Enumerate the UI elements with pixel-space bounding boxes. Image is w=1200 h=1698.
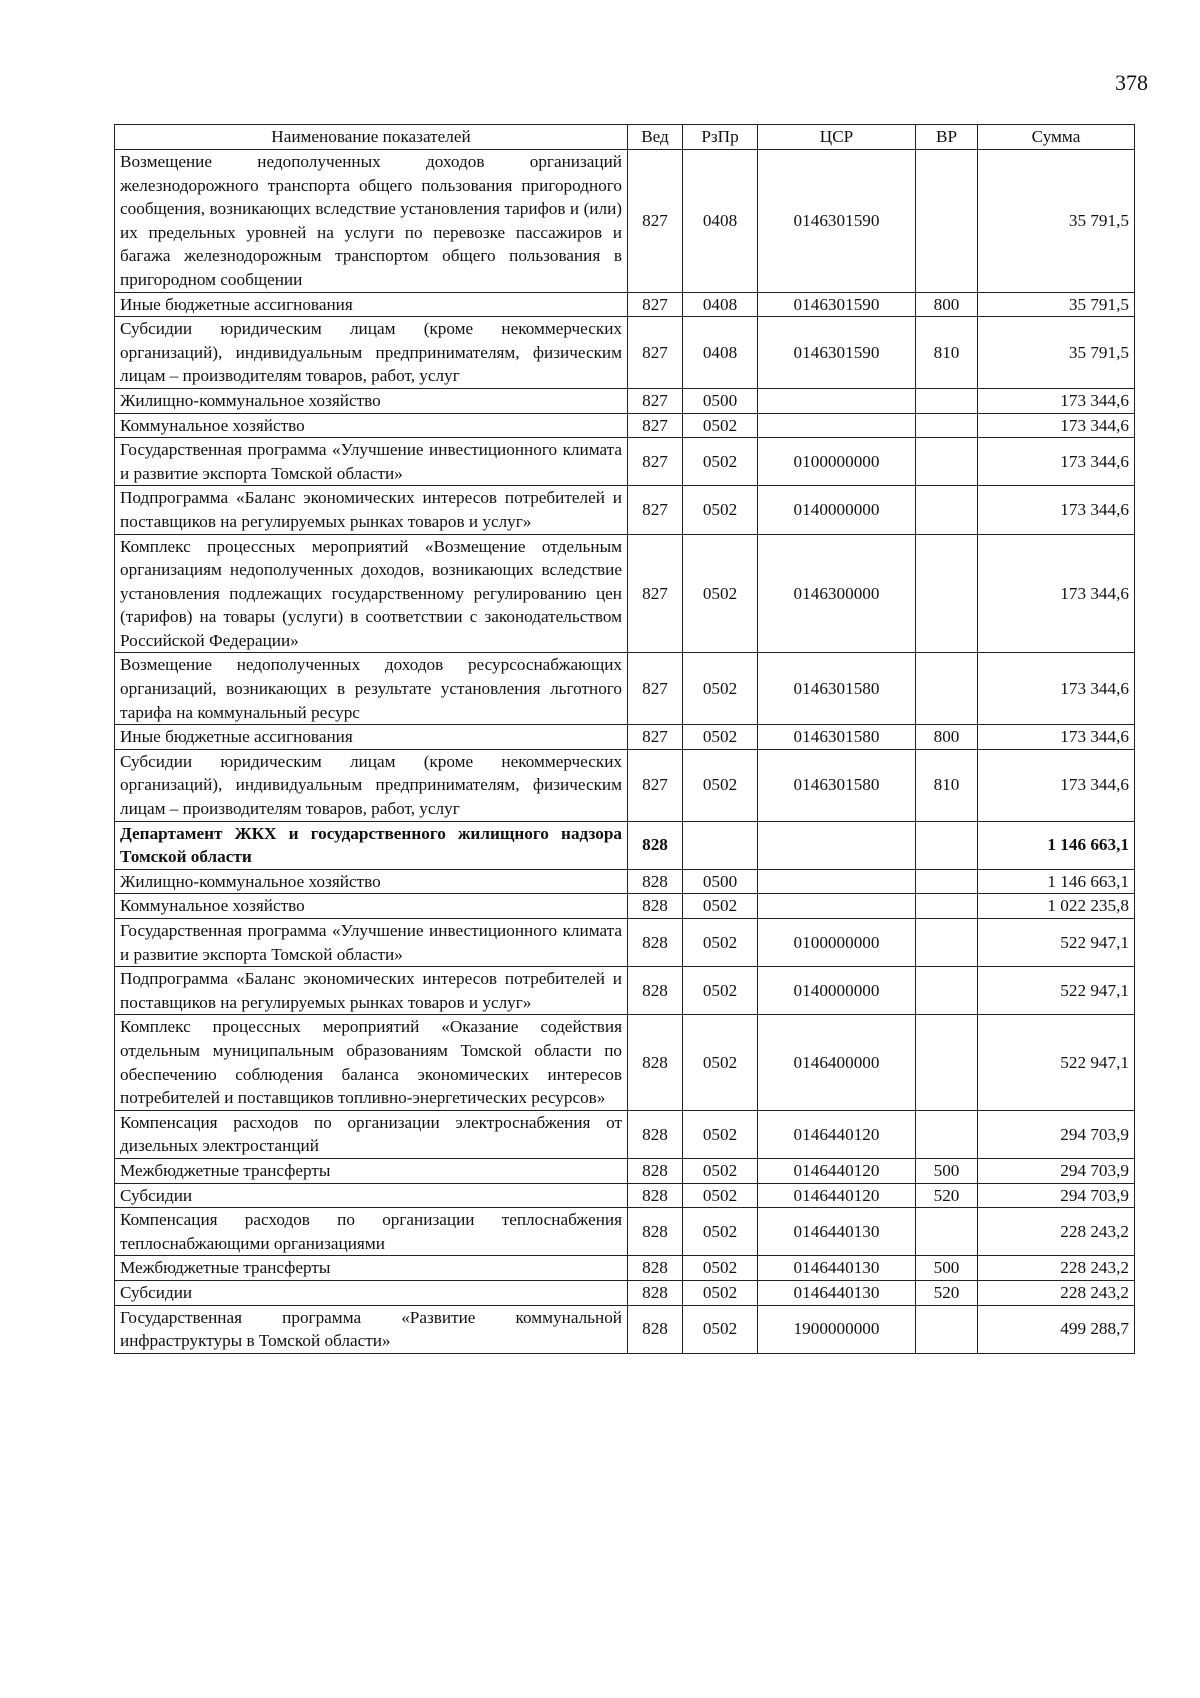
row-sum-cell: 522 947,1	[978, 919, 1135, 967]
row-name-cell: Субсидии	[115, 1183, 628, 1208]
row-vr-cell	[916, 919, 978, 967]
table-row	[115, 1015, 1135, 1110]
header-name: Наименование показателей	[115, 125, 628, 150]
table-row	[115, 438, 1135, 486]
header-ved: Вед	[628, 125, 683, 150]
row-rzpr-cell: 0502	[683, 1110, 758, 1158]
row-rzpr-cell: 0502	[683, 413, 758, 438]
table-row	[115, 150, 1135, 293]
row-ved-cell: 827	[628, 653, 683, 725]
row-sum-cell: 228 243,2	[978, 1256, 1135, 1281]
row-vr-cell	[916, 438, 978, 486]
row-csr-cell: 0140000000	[758, 486, 916, 534]
header-vr: ВР	[916, 125, 978, 150]
row-vr-cell: 810	[916, 749, 978, 821]
row-ved-cell: 828	[628, 869, 683, 894]
row-name-cell: Коммунальное хозяйство	[115, 413, 628, 438]
row-ved-cell: 827	[628, 438, 683, 486]
row-csr-cell	[758, 413, 916, 438]
row-ved-cell: 828	[628, 1305, 683, 1353]
row-csr-cell: 0146301580	[758, 725, 916, 750]
row-csr-cell: 0146301590	[758, 317, 916, 389]
row-sum-cell: 522 947,1	[978, 1015, 1135, 1110]
row-ved-cell: 828	[628, 894, 683, 919]
page-number: 378	[1115, 70, 1148, 95]
row-name-cell: Компенсация расходов по организации электроснабжения от дизельных электростанций	[115, 1110, 628, 1158]
table-body	[115, 150, 1135, 1354]
row-csr-cell: 0100000000	[758, 919, 916, 967]
row-sum-cell: 294 703,9	[978, 1158, 1135, 1183]
row-sum-cell: 173 344,6	[978, 725, 1135, 750]
row-sum-cell: 294 703,9	[978, 1183, 1135, 1208]
table-row	[115, 1183, 1135, 1208]
row-ved-cell: 828	[628, 1110, 683, 1158]
row-vr-cell	[916, 1015, 978, 1110]
row-ved-cell: 827	[628, 317, 683, 389]
row-csr-cell: 0146440130	[758, 1256, 916, 1281]
row-name-cell: Межбюджетные трансферты	[115, 1256, 628, 1281]
row-sum-cell: 35 791,5	[978, 317, 1135, 389]
row-sum-cell: 294 703,9	[978, 1110, 1135, 1158]
row-name-cell: Подпрограмма «Баланс экономических интересов потребителей и поставщиков на регулируемых рынках товаров и услуг»	[115, 967, 628, 1015]
row-sum-cell: 173 344,6	[978, 749, 1135, 821]
row-vr-cell	[916, 486, 978, 534]
row-ved-cell: 828	[628, 1183, 683, 1208]
row-vr-cell	[916, 534, 978, 653]
row-ved-cell: 827	[628, 413, 683, 438]
row-sum-cell: 1 146 663,1	[978, 869, 1135, 894]
table-row	[115, 894, 1135, 919]
row-csr-cell: 0146300000	[758, 534, 916, 653]
row-rzpr-cell: 0502	[683, 1256, 758, 1281]
row-sum-cell: 173 344,6	[978, 534, 1135, 653]
header-rzpr: РзПр	[683, 125, 758, 150]
header-csr: ЦСР	[758, 125, 916, 150]
row-rzpr-cell	[683, 821, 758, 869]
row-vr-cell: 810	[916, 317, 978, 389]
row-ved-cell: 828	[628, 821, 683, 869]
row-name-cell: Государственная программа «Развитие коммунальной инфраструктуры в Томской области»	[115, 1305, 628, 1353]
row-ved-cell: 827	[628, 749, 683, 821]
table-row	[115, 486, 1135, 534]
budget-table	[114, 124, 1135, 1354]
row-rzpr-cell: 0408	[683, 292, 758, 317]
row-rzpr-cell: 0502	[683, 1158, 758, 1183]
row-rzpr-cell: 0502	[683, 894, 758, 919]
table-row	[115, 1280, 1135, 1305]
table-row	[115, 413, 1135, 438]
row-name-cell: Возмещение недополученных доходов ресурсоснабжающих организаций, возникающих в результате установления льготного тарифа на коммунальный ресурс	[115, 653, 628, 725]
row-csr-cell: 0100000000	[758, 438, 916, 486]
row-ved-cell: 828	[628, 1280, 683, 1305]
table-row	[115, 388, 1135, 413]
table-row	[115, 653, 1135, 725]
row-sum-cell: 522 947,1	[978, 967, 1135, 1015]
table-row	[115, 317, 1135, 389]
row-vr-cell	[916, 1208, 978, 1256]
row-name-cell: Субсидии	[115, 1280, 628, 1305]
row-csr-cell: 0146301590	[758, 150, 916, 293]
row-csr-cell	[758, 821, 916, 869]
row-vr-cell	[916, 894, 978, 919]
row-rzpr-cell: 0502	[683, 438, 758, 486]
row-ved-cell: 827	[628, 150, 683, 293]
row-ved-cell: 827	[628, 388, 683, 413]
row-rzpr-cell: 0408	[683, 317, 758, 389]
row-ved-cell: 827	[628, 534, 683, 653]
row-name-cell: Подпрограмма «Баланс экономических интересов потребителей и поставщиков на регулируемых рынках товаров и услуг»	[115, 486, 628, 534]
row-vr-cell	[916, 1305, 978, 1353]
row-sum-cell: 35 791,5	[978, 150, 1135, 293]
row-sum-cell: 173 344,6	[978, 413, 1135, 438]
row-sum-cell: 173 344,6	[978, 438, 1135, 486]
row-name-cell: Субсидии юридическим лицам (кроме некоммерческих организаций), индивидуальным предпринимателям, физическим лицам – производителям товаров, работ, услуг	[115, 317, 628, 389]
row-vr-cell	[916, 413, 978, 438]
row-rzpr-cell: 0500	[683, 388, 758, 413]
row-rzpr-cell: 0502	[683, 1015, 758, 1110]
row-sum-cell: 173 344,6	[978, 388, 1135, 413]
row-rzpr-cell: 0502	[683, 1183, 758, 1208]
row-csr-cell: 0140000000	[758, 967, 916, 1015]
row-sum-cell: 1 146 663,1	[978, 821, 1135, 869]
row-vr-cell: 520	[916, 1280, 978, 1305]
table-row	[115, 1305, 1135, 1353]
row-ved-cell: 827	[628, 725, 683, 750]
row-vr-cell	[916, 869, 978, 894]
row-name-cell: Комплекс процессных мероприятий «Оказание содействия отдельным муниципальным образованиям Томской области по обеспечению соблюдения баланса экономических интересов потребителей и поставщиков топливно-энергетических ресурсов»	[115, 1015, 628, 1110]
row-csr-cell: 0146301580	[758, 749, 916, 821]
row-csr-cell: 0146301580	[758, 653, 916, 725]
table-row	[115, 725, 1135, 750]
row-sum-cell: 228 243,2	[978, 1208, 1135, 1256]
row-csr-cell	[758, 388, 916, 413]
row-sum-cell: 228 243,2	[978, 1280, 1135, 1305]
table-row	[115, 1256, 1135, 1281]
row-csr-cell: 0146440130	[758, 1280, 916, 1305]
table-row	[115, 919, 1135, 967]
row-name-cell: Коммунальное хозяйство	[115, 894, 628, 919]
row-name-cell: Комплекс процессных мероприятий «Возмещение отдельным организациям недополученных доходов, возникающих вследствие установления подлежащих государственному регулированию цен (тарифов) на товары (услуги) в соответствии с законодательством Российской Федерации»	[115, 534, 628, 653]
row-sum-cell: 173 344,6	[978, 653, 1135, 725]
row-csr-cell: 0146440120	[758, 1158, 916, 1183]
row-rzpr-cell: 0502	[683, 725, 758, 750]
row-vr-cell	[916, 150, 978, 293]
row-csr-cell	[758, 869, 916, 894]
row-ved-cell: 828	[628, 1208, 683, 1256]
row-rzpr-cell: 0408	[683, 150, 758, 293]
row-ved-cell: 828	[628, 1158, 683, 1183]
row-csr-cell: 0146440120	[758, 1110, 916, 1158]
row-name-cell: Межбюджетные трансферты	[115, 1158, 628, 1183]
row-csr-cell: 0146440130	[758, 1208, 916, 1256]
row-vr-cell: 800	[916, 725, 978, 750]
row-ved-cell: 828	[628, 1256, 683, 1281]
row-sum-cell: 173 344,6	[978, 486, 1135, 534]
row-name-cell: Жилищно-коммунальное хозяйство	[115, 388, 628, 413]
row-rzpr-cell: 0502	[683, 1305, 758, 1353]
table-row	[115, 1110, 1135, 1158]
row-name-cell: Жилищно-коммунальное хозяйство	[115, 869, 628, 894]
row-vr-cell	[916, 967, 978, 1015]
row-vr-cell: 520	[916, 1183, 978, 1208]
table-row	[115, 534, 1135, 653]
row-name-cell: Субсидии юридическим лицам (кроме некоммерческих организаций), индивидуальным предпринимателям, физическим лицам – производителям товаров, работ, услуг	[115, 749, 628, 821]
row-rzpr-cell: 0502	[683, 1208, 758, 1256]
row-vr-cell	[916, 653, 978, 725]
table-row	[115, 1208, 1135, 1256]
row-sum-cell: 1 022 235,8	[978, 894, 1135, 919]
row-vr-cell: 800	[916, 292, 978, 317]
table-row	[115, 292, 1135, 317]
row-name-cell: Государственная программа «Улучшение инвестиционного климата и развитие экспорта Томской области»	[115, 919, 628, 967]
row-vr-cell	[916, 388, 978, 413]
row-ved-cell: 828	[628, 919, 683, 967]
row-rzpr-cell: 0502	[683, 486, 758, 534]
row-rzpr-cell: 0502	[683, 919, 758, 967]
table-row	[115, 821, 1135, 869]
row-rzpr-cell: 0502	[683, 749, 758, 821]
row-sum-cell: 499 288,7	[978, 1305, 1135, 1353]
row-ved-cell: 827	[628, 486, 683, 534]
row-rzpr-cell: 0500	[683, 869, 758, 894]
row-name-cell: Иные бюджетные ассигнования	[115, 725, 628, 750]
header-sum: Сумма	[978, 125, 1135, 150]
table-row	[115, 869, 1135, 894]
row-vr-cell: 500	[916, 1256, 978, 1281]
row-name-cell: Иные бюджетные ассигнования	[115, 292, 628, 317]
row-csr-cell: 0146301590	[758, 292, 916, 317]
row-vr-cell	[916, 821, 978, 869]
row-name-cell: Компенсация расходов по организации теплоснабжения теплоснабжающими организациями	[115, 1208, 628, 1256]
row-rzpr-cell: 0502	[683, 1280, 758, 1305]
row-name-cell: Департамент ЖКХ и государственного жилищного надзора Томской области	[115, 821, 628, 869]
row-csr-cell: 0146440120	[758, 1183, 916, 1208]
row-ved-cell: 827	[628, 292, 683, 317]
row-ved-cell: 828	[628, 967, 683, 1015]
row-csr-cell: 0146400000	[758, 1015, 916, 1110]
row-vr-cell: 500	[916, 1158, 978, 1183]
row-name-cell: Государственная программа «Улучшение инвестиционного климата и развитие экспорта Томской области»	[115, 438, 628, 486]
table-row	[115, 1158, 1135, 1183]
row-rzpr-cell: 0502	[683, 967, 758, 1015]
row-name-cell: Возмещение недополученных доходов организаций железнодорожного транспорта общего пользования пригородного сообщения, возникающих вследствие установления тарифов и (или) их предельных уровней на услуги по перевозке пассажиров и багажа железнодорожным транспортом общего пользования в пригородном сообщении	[115, 150, 628, 293]
row-csr-cell: 1900000000	[758, 1305, 916, 1353]
row-vr-cell	[916, 1110, 978, 1158]
table-header-row	[115, 125, 1135, 150]
row-rzpr-cell: 0502	[683, 534, 758, 653]
table-row	[115, 967, 1135, 1015]
row-ved-cell: 828	[628, 1015, 683, 1110]
row-rzpr-cell: 0502	[683, 653, 758, 725]
row-sum-cell: 35 791,5	[978, 292, 1135, 317]
row-csr-cell	[758, 894, 916, 919]
table-row	[115, 749, 1135, 821]
